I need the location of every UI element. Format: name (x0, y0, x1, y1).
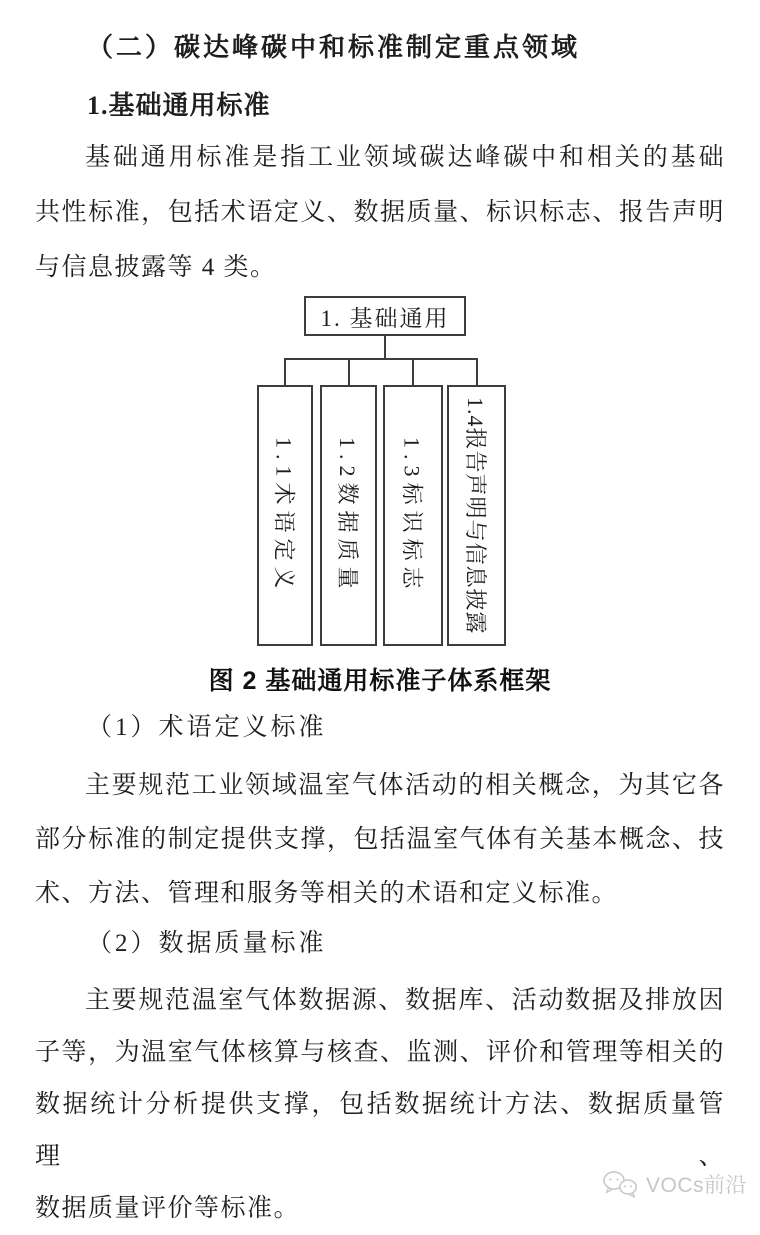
connector-line (284, 358, 478, 360)
text-line: 术、方法、管理和服务等相关的术语和定义标准。 (35, 880, 619, 907)
wechat-chat-bubbles-icon (601, 1169, 639, 1199)
text-line: 部分标准的制定提供支撑，包括温室气体有关基本概念、技 (35, 826, 725, 853)
document-page (0, 33, 760, 1222)
connector-line (412, 360, 414, 385)
figure-2-org-chart (0, 295, 760, 695)
intro-paragraph (35, 130, 725, 295)
text-line: 数据统计分析提供支撑，包括数据统计方法、数据质量管理、 (35, 1091, 725, 1170)
chart-root-node: 1. 基础通用 (304, 296, 466, 336)
connector-line (476, 360, 478, 385)
text-line: 主要规范温室气体数据源、数据库、活动数据及排放因 (85, 987, 725, 1014)
text-line: 数据质量评价等标准。 (35, 1195, 301, 1222)
watermark (601, 1167, 747, 1201)
figure-caption: 图 2 基础通用标准子体系框架 (208, 667, 552, 695)
leaf-node-label: 1.2数据质量 (335, 436, 360, 595)
leaf-node-label: 1.3标识标志 (399, 436, 425, 595)
watermark-label: VOCs前沿 (645, 1174, 747, 1197)
connector-line (348, 360, 350, 385)
connector-line (384, 336, 386, 358)
chart-leaf-node (257, 385, 313, 646)
chart-leaf-node (447, 385, 506, 646)
text-line: 共性标准，包括术语定义、数据质量、标识标志、报告声明 (35, 199, 725, 226)
item-1-paragraph (35, 759, 725, 921)
section-heading: （二）碳达峰碳中和标准制定重点领域 (87, 33, 581, 62)
text-line: 基础通用标准是指工业领域碳达峰碳中和相关的基础 (85, 144, 725, 171)
connector-line (284, 360, 286, 385)
leaf-node-label: 1.1术语定义 (271, 436, 297, 595)
text-line: 主要规范工业领域温室气体活动的相关概念，为其它各 (85, 772, 725, 799)
item-1-heading: （1）术语定义标准 (87, 714, 327, 741)
text-line: 与信息披露等 4 类。 (35, 254, 277, 281)
chart-leaf-node (383, 385, 443, 646)
item-2-heading: （2）数据质量标准 (87, 930, 327, 957)
leaf-node-label: 1.4报告声明与信息披露 (463, 396, 488, 635)
subsection-heading: 1.基础通用标准 (87, 91, 271, 120)
chart-leaf-node (320, 385, 377, 646)
text-line: 子等，为温室气体核算与核查、监测、评价和管理等相关的 (35, 1039, 725, 1066)
